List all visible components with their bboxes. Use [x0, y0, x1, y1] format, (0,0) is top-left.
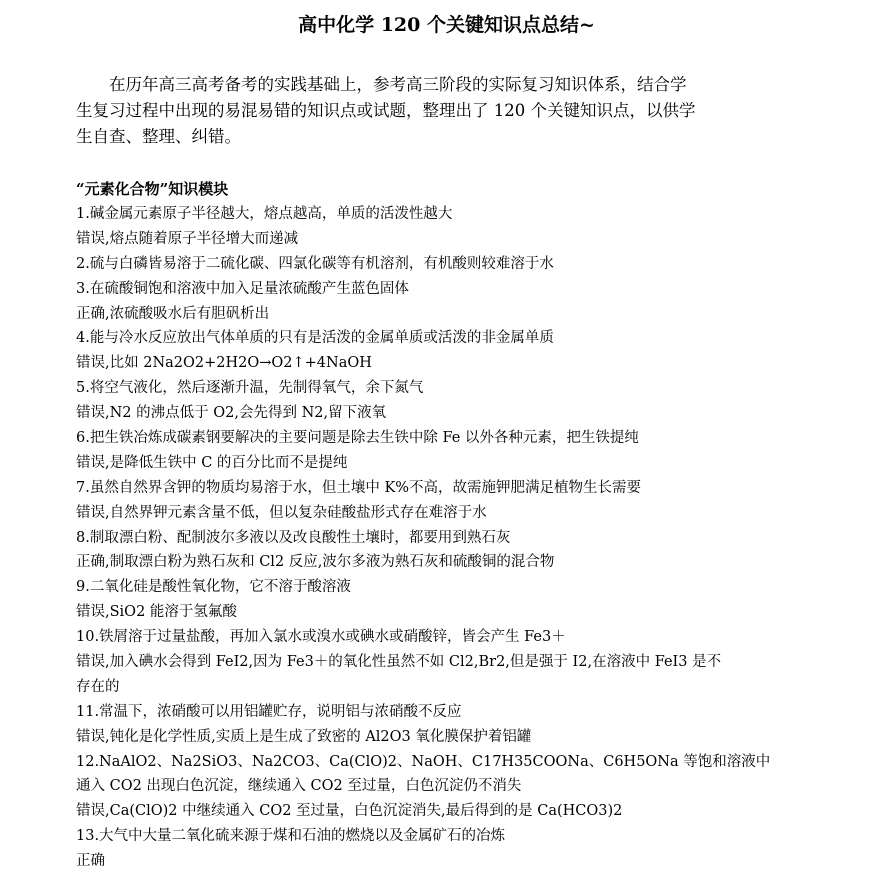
document-title: 高中化学 120 个关键知识点总结~ [298, 14, 595, 36]
list-item: 10.铁屑溶于过量盐酸，再加入氯水或溴水或碘水或硝酸锌，皆会产生 Fe3＋ [76, 629, 566, 646]
list-item: 错误,Ca(ClO)2 中继续通入 CO2 至过量，白色沉淀消失,最后得到的是 Ca(HCO3)2 [76, 803, 623, 820]
list-item: 存在的 [76, 678, 120, 695]
list-item: 错误,是降低生铁中 C 的百分比而不是提纯 [76, 454, 348, 471]
list-item: 11.常温下，浓硝酸可以用铝罐贮存，说明铝与浓硝酸不反应 [76, 703, 462, 720]
list-item: 5.将空气液化，然后逐渐升温，先制得氧气，余下氮气 [76, 380, 424, 397]
list-item: 错误,SiO2 能溶于氢氟酸 [76, 604, 237, 621]
list-item: 错误,N2 的沸点低于 O2,会先得到 N2,留下液氧 [76, 405, 387, 422]
list-item: 8.制取漂白粉、配制波尔多液以及改良酸性土壤时，都要用到熟石灰 [76, 529, 511, 546]
list-item: 通入 CO2 出现白色沉淀，继续通入 CO2 至过量，白色沉淀仍不消失 [76, 778, 522, 795]
list-item: 错误,自然界钾元素含量不低，但以复杂硅酸盐形式存在难溶于水 [76, 504, 487, 521]
intro-paragraph [76, 72, 816, 150]
intro-line: 生自查、整理、纠错。 [76, 127, 241, 146]
list-item: 错误,加入碘水会得到 FeI2,因为 Fe3＋的氧化性虽然不如 Cl2,Br2,但是强于 I2,在溶液中 FeI3 是不 [76, 654, 722, 671]
list-item: 正确,浓硫酸吸水后有胆矾析出 [76, 305, 270, 322]
list-item: 12.NaAlO2、Na2SiO3、Na2CO3、Ca(ClO)2、NaOH、C17H35COONa、C6H5ONa 等饱和溶液中 [76, 753, 771, 770]
list-item: 9.二氧化硅是酸性氧化物，它不溶于酸溶液 [76, 579, 351, 596]
list-item: 7.虽然自然界含钾的物质均易溶于水，但土壤中 K%不高，故需施钾肥满足植物生长需要 [76, 479, 642, 496]
list-item: 正确 [76, 853, 105, 870]
intro-line: 在历年高三高考备考的实践基础上，参考高三阶段的实际复习知识体系，结合学 [109, 75, 687, 94]
list-item: 6.把生铁冶炼成碳素钢要解决的主要问题是除去生铁中除 Fe 以外各种元素，把生铁提纯 [76, 430, 639, 447]
section-heading: “元素化合物”知识模块 [76, 180, 229, 198]
list-item: 错误,熔点随着原子半径增大而递减 [76, 230, 299, 247]
list-item: 13.大气中大量二氧化硫来源于煤和石油的燃烧以及金属矿石的冶炼 [76, 828, 506, 845]
intro-line: 生复习过程中出现的易混易错的知识点或试题，整理出了 120 个关键知识点，以供学 [76, 101, 696, 120]
list-item: 2.硫与白磷皆易溶于二硫化碳、四氯化碳等有机溶剂，有机酸则较难溶于水 [76, 255, 554, 272]
knowledge-point-list [76, 202, 856, 874]
list-item: 1.碱金属元素原子半径越大，熔点越高，单质的活泼性越大 [76, 206, 453, 222]
list-item: 正确,制取漂白粉为熟石灰和 Cl2 反应,波尔多液为熟石灰和硫酸铜的混合物 [76, 554, 555, 571]
list-item: 3.在硫酸铜饱和溶液中加入足量浓硫酸产生蓝色固体 [76, 280, 409, 297]
list-item: 错误,钝化是化学性质,实质上是生成了致密的 Al2O3 氧化膜保护着铝罐 [76, 728, 532, 745]
list-item: 错误,比如 2Na2O2+2H2O→O2↑+4NaOH [76, 355, 372, 372]
list-item: 4.能与冷水反应放出气体单质的只有是活泼的金属单质或活泼的非金属单质 [76, 330, 554, 347]
